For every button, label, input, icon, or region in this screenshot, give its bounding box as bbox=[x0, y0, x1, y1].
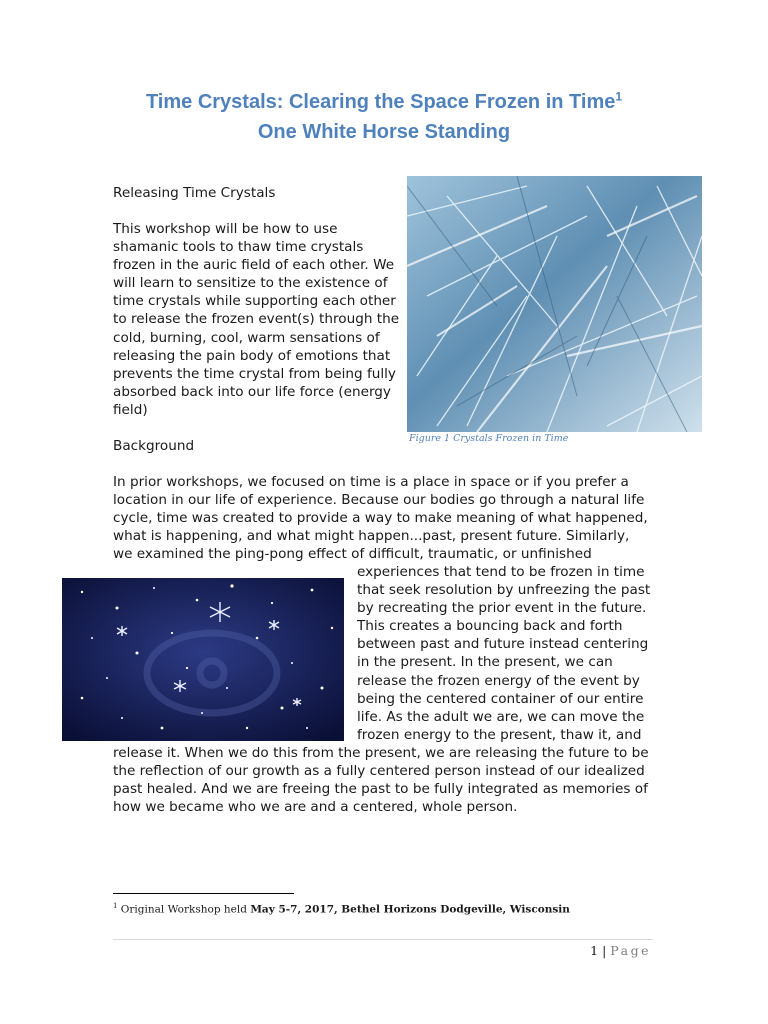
text-line: past healed. And we are freeing the past to be fully integrated as memories of bbox=[113, 781, 648, 798]
ice-crystals-image bbox=[407, 176, 702, 432]
text-line: This workshop will be how to use bbox=[113, 221, 338, 237]
text-line: by recreating the prior event in the future. bbox=[357, 600, 647, 617]
page-separator: | bbox=[598, 943, 611, 958]
text-line: shamanic tools to thaw time crystals bbox=[113, 239, 364, 256]
text-line: release it. When we do this from the present, we are releasing the future to be bbox=[113, 745, 649, 761]
heading-background: Background bbox=[113, 438, 195, 454]
text-line: cold, burning, cool, warm sensations of bbox=[113, 329, 380, 346]
text-line: to release the frozen event(s) through the bbox=[113, 311, 400, 328]
text-line: time crystals while supporting each other bbox=[113, 293, 396, 310]
text-line: being the centered container of our entire bbox=[357, 690, 644, 707]
workshop-paragraph bbox=[113, 220, 399, 419]
heading-releasing: Releasing Time Crystals bbox=[113, 185, 276, 201]
text-line: between past and future instead centering bbox=[357, 636, 649, 653]
footnote-bold: May 5-7, 2017, Bethel Horizons Dodgeville, Wisconsin bbox=[250, 903, 570, 916]
document-title bbox=[0, 91, 768, 114]
text-line: life. As the adult we are, we can move the bbox=[357, 708, 645, 725]
footer-separator bbox=[113, 939, 653, 940]
snowflake-stars-image bbox=[62, 578, 344, 741]
text-line: how we became who we are and a centered, whole person. bbox=[113, 799, 518, 816]
title-line-1: Time Crystals: Clearing the Space Frozen in Time bbox=[145, 91, 616, 113]
page-label: Page bbox=[610, 943, 651, 958]
text-line: This creates a bouncing back and forth bbox=[357, 618, 623, 635]
background-paragraph-top bbox=[113, 473, 648, 563]
text-line: experiences that tend to be frozen in time bbox=[357, 564, 645, 580]
text-line: releasing the pain body of emotions that bbox=[113, 347, 391, 364]
background-paragraph-wrap bbox=[357, 563, 650, 744]
document-subtitle: One White Horse Standing bbox=[257, 121, 511, 143]
text-line: In prior workshops, we focused on time is a place in space or if you prefer a bbox=[113, 474, 629, 490]
text-line: frozen in the auric field of each other. We bbox=[113, 257, 395, 274]
text-line: cycle, time was created to provide a way to make meaning of what happened, bbox=[113, 510, 648, 527]
text-line: in the present. In the present, we can bbox=[357, 654, 613, 671]
page-number-value: 1 bbox=[590, 943, 599, 958]
page-number bbox=[590, 943, 651, 958]
text-line: that seek resolution by unfreezing the past bbox=[357, 582, 651, 599]
background-paragraph-bottom bbox=[113, 744, 649, 816]
text-line: release the frozen energy of the event by bbox=[357, 672, 640, 689]
text-line: we examined the ping-pong effect of difficult, traumatic, or unfinished bbox=[113, 546, 592, 563]
text-line: frozen energy to the present, thaw it, and bbox=[357, 726, 642, 743]
footnote-ref: 1 bbox=[113, 902, 118, 910]
figure-caption: Figure 1 Crystals Frozen in Time bbox=[409, 433, 569, 444]
footnote bbox=[113, 902, 570, 916]
text-line: what is happening, and what might happen...past, present future. Similarly, bbox=[113, 528, 630, 545]
text-line: prevents the time crystal from being fully bbox=[113, 365, 396, 382]
text-line: location in our life of experience. Because our bodies go through a natural life bbox=[113, 492, 645, 509]
text-line: will learn to sensitize to the existence of bbox=[113, 275, 388, 292]
text-line: the reflection of our growth as a fully centered person instead of our idealized bbox=[113, 763, 645, 780]
footnote-text: Original Workshop held bbox=[117, 903, 251, 916]
title-footnote-ref[interactable]: 1 bbox=[615, 89, 623, 104]
footnote-separator bbox=[113, 893, 294, 894]
text-line: field) bbox=[113, 401, 148, 418]
text-line: absorbed back into our life force (energy bbox=[113, 383, 391, 400]
